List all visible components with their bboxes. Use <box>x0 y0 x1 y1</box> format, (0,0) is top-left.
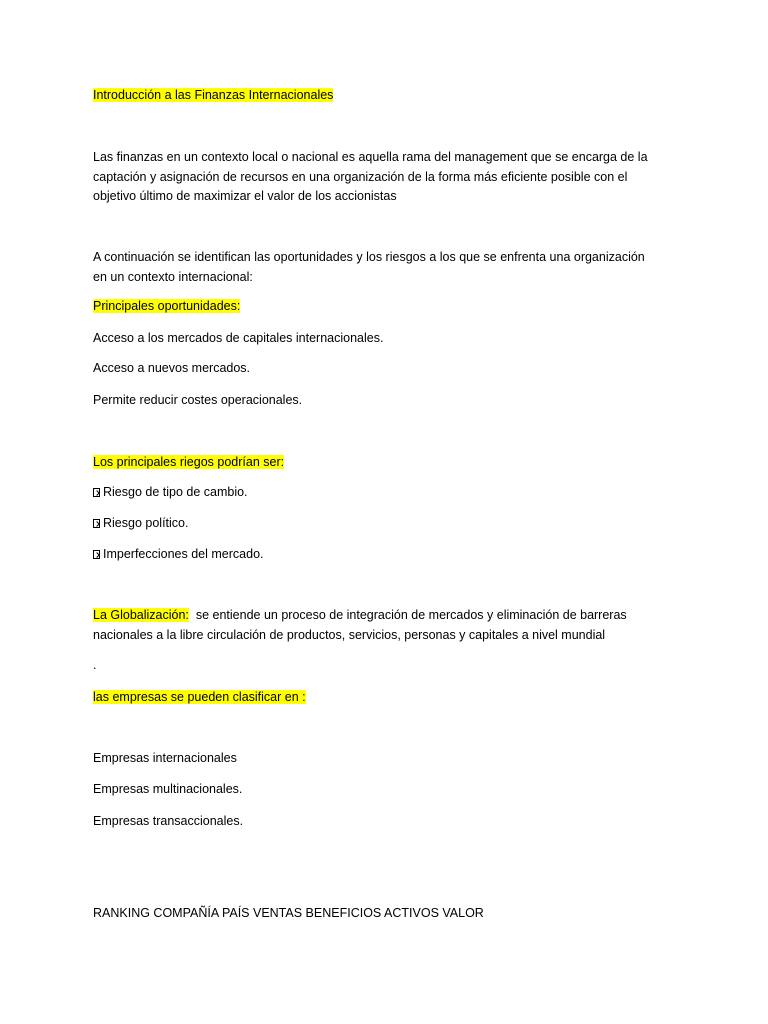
opportunities-heading-line <box>93 297 683 317</box>
globalization-label: La Globalización: <box>93 608 189 622</box>
dot-line: . <box>93 658 97 672</box>
risks-heading-line <box>93 453 683 473</box>
companies-heading-line <box>93 688 683 708</box>
risks-heading: Los principales riegos podrían ser: <box>93 455 285 469</box>
company-type-item: Empresas multinacionales. <box>93 782 243 796</box>
globalization-line-2: nacionales a la libre circulación de productos, servicios, personas y capitales a nivel mundial <box>93 628 606 642</box>
companies-heading: las empresas se pueden clasificar en : <box>93 690 306 704</box>
ranking-header: RANKING COMPAÑÍA PAÍS VENTAS BENEFICIOS ACTIVOS VALOR <box>93 906 484 920</box>
globalization-line-1 <box>93 606 683 626</box>
intro-paragraph-line-1: Las finanzas en un contexto local o nacional es aquella rama del management que se encarga de la <box>93 150 648 164</box>
document-title-line <box>93 86 683 106</box>
intro-paragraph-line-3: objetivo último de maximizar el valor de los accionistas <box>93 189 397 203</box>
opportunity-item: Permite reducir costes operacionales. <box>93 393 303 407</box>
risk-item <box>93 545 683 565</box>
risk-item <box>93 514 683 534</box>
context-paragraph-line-1: A continuación se identifican las oportunidades y los riesgos a los que se enfrenta una organización <box>93 250 645 264</box>
opportunity-item: Acceso a los mercados de capitales internacionales. <box>93 331 384 345</box>
globalization-text-1: se entiende un proceso de integración de mercados y eliminación de barreras <box>188 608 627 622</box>
risk-item-label: Imperfecciones del mercado. <box>103 547 264 561</box>
document-title: Introducción a las Finanzas Internacionales <box>93 88 334 102</box>
company-type-item: Empresas internacionales <box>93 751 237 765</box>
risk-item-label: Riesgo de tipo de cambio. <box>103 485 248 499</box>
bullet-icon <box>93 550 100 559</box>
opportunities-heading: Principales oportunidades: <box>93 299 241 313</box>
risk-item-label: Riesgo político. <box>103 516 189 530</box>
company-type-item: Empresas transaccionales. <box>93 814 244 828</box>
bullet-icon <box>93 488 100 497</box>
bullet-icon <box>93 519 100 528</box>
risk-item <box>93 483 683 503</box>
opportunity-item: Acceso a nuevos mercados. <box>93 361 251 375</box>
context-paragraph-line-2: en un contexto internacional: <box>93 269 253 284</box>
intro-paragraph-line-2: captación y asignación de recursos en una organización de la forma más eficiente posible con el <box>93 169 628 184</box>
